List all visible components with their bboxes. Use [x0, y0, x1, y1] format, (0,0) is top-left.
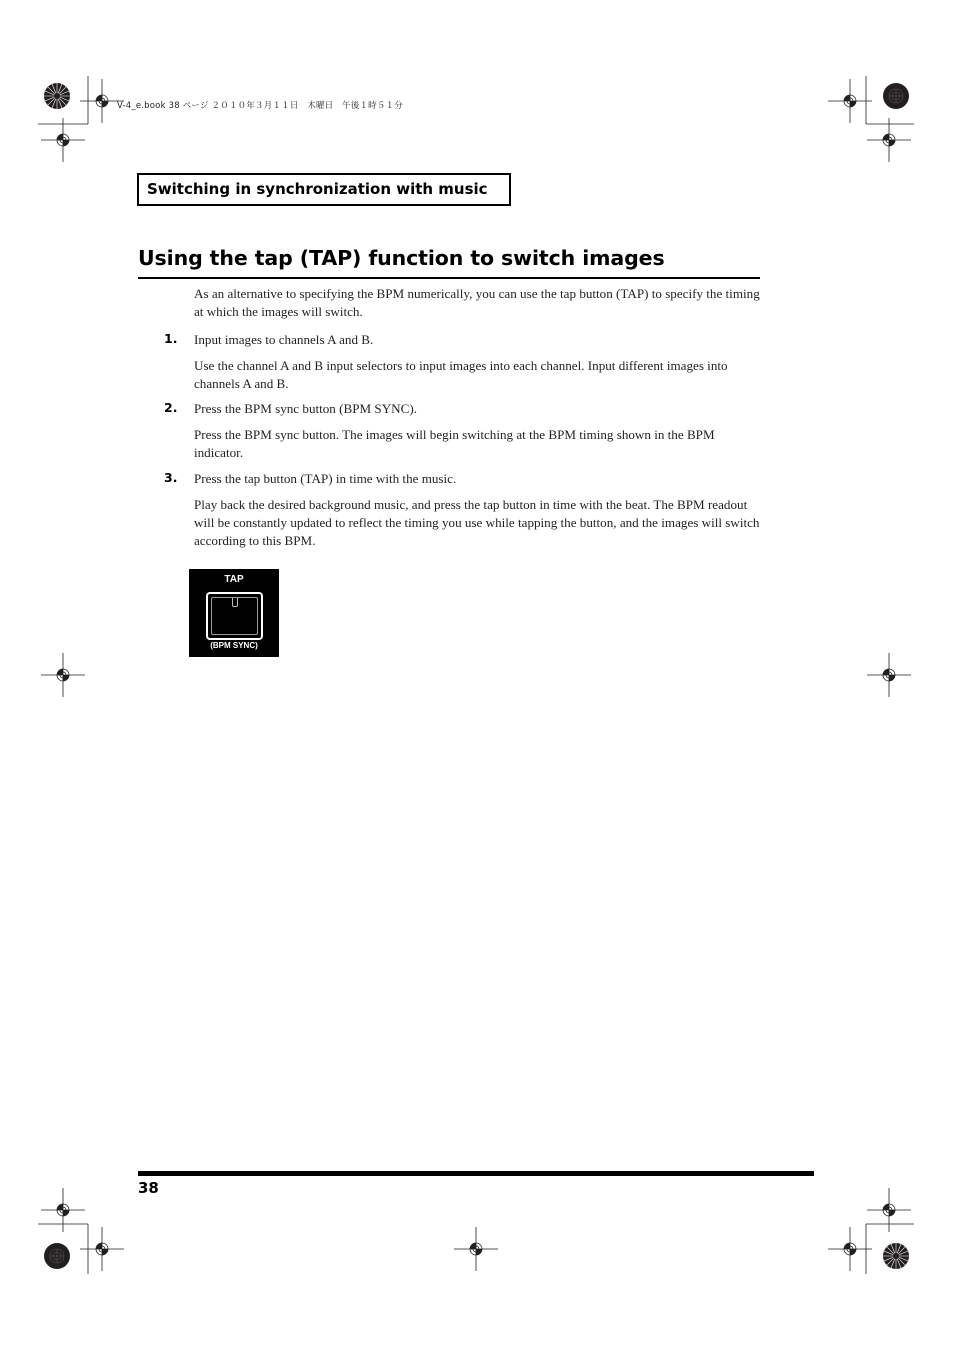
step-3-number: 3.	[164, 470, 178, 485]
print-info: V-4_e.book 38 ページ ２０１０年３月１１日 木曜日 午後１時５１分	[117, 101, 403, 111]
intro-paragraph: As an alternative to specifying the BPM numerically, you can use the tap button (TAP) to specify the timing at which the images will switch.	[194, 286, 760, 320]
page-number: 38	[138, 1179, 159, 1197]
step-2-number: 2.	[164, 400, 178, 415]
bpm-sync-label: (BPM SYNC)	[210, 641, 258, 650]
section-heading-box	[137, 173, 511, 206]
tap-label: TAP	[224, 574, 244, 585]
title-rule	[138, 277, 760, 279]
step-1-detail: Use the channel A and B input selectors to input images into each channel. Input different images into channels A and B.	[194, 358, 728, 392]
step-1-number: 1.	[164, 331, 178, 346]
footer-rule	[138, 1171, 814, 1176]
tap-button-illustration	[189, 569, 279, 657]
page-title: Using the tap (TAP) function to switch images	[138, 246, 665, 270]
step-1-text: Input images to channels A and B.	[194, 332, 374, 347]
step-2-text: Press the BPM sync button (BPM SYNC).	[194, 401, 417, 416]
step-3-detail: Play back the desired background music, and press the tap button in time with the beat. The BPM readout will be constantly updated to reflect the timing you use while tapping the button, and the images will switch according to this BPM.	[194, 497, 760, 549]
tap-led-icon	[232, 598, 238, 607]
step-2-detail: Press the BPM sync button. The images will begin switching at the BPM timing shown in the BPM indicator.	[194, 427, 715, 461]
tap-button-graphic	[206, 592, 263, 640]
section-heading: Switching in synchronization with music	[147, 180, 488, 198]
step-3-text: Press the tap button (TAP) in time with the music.	[194, 471, 457, 486]
